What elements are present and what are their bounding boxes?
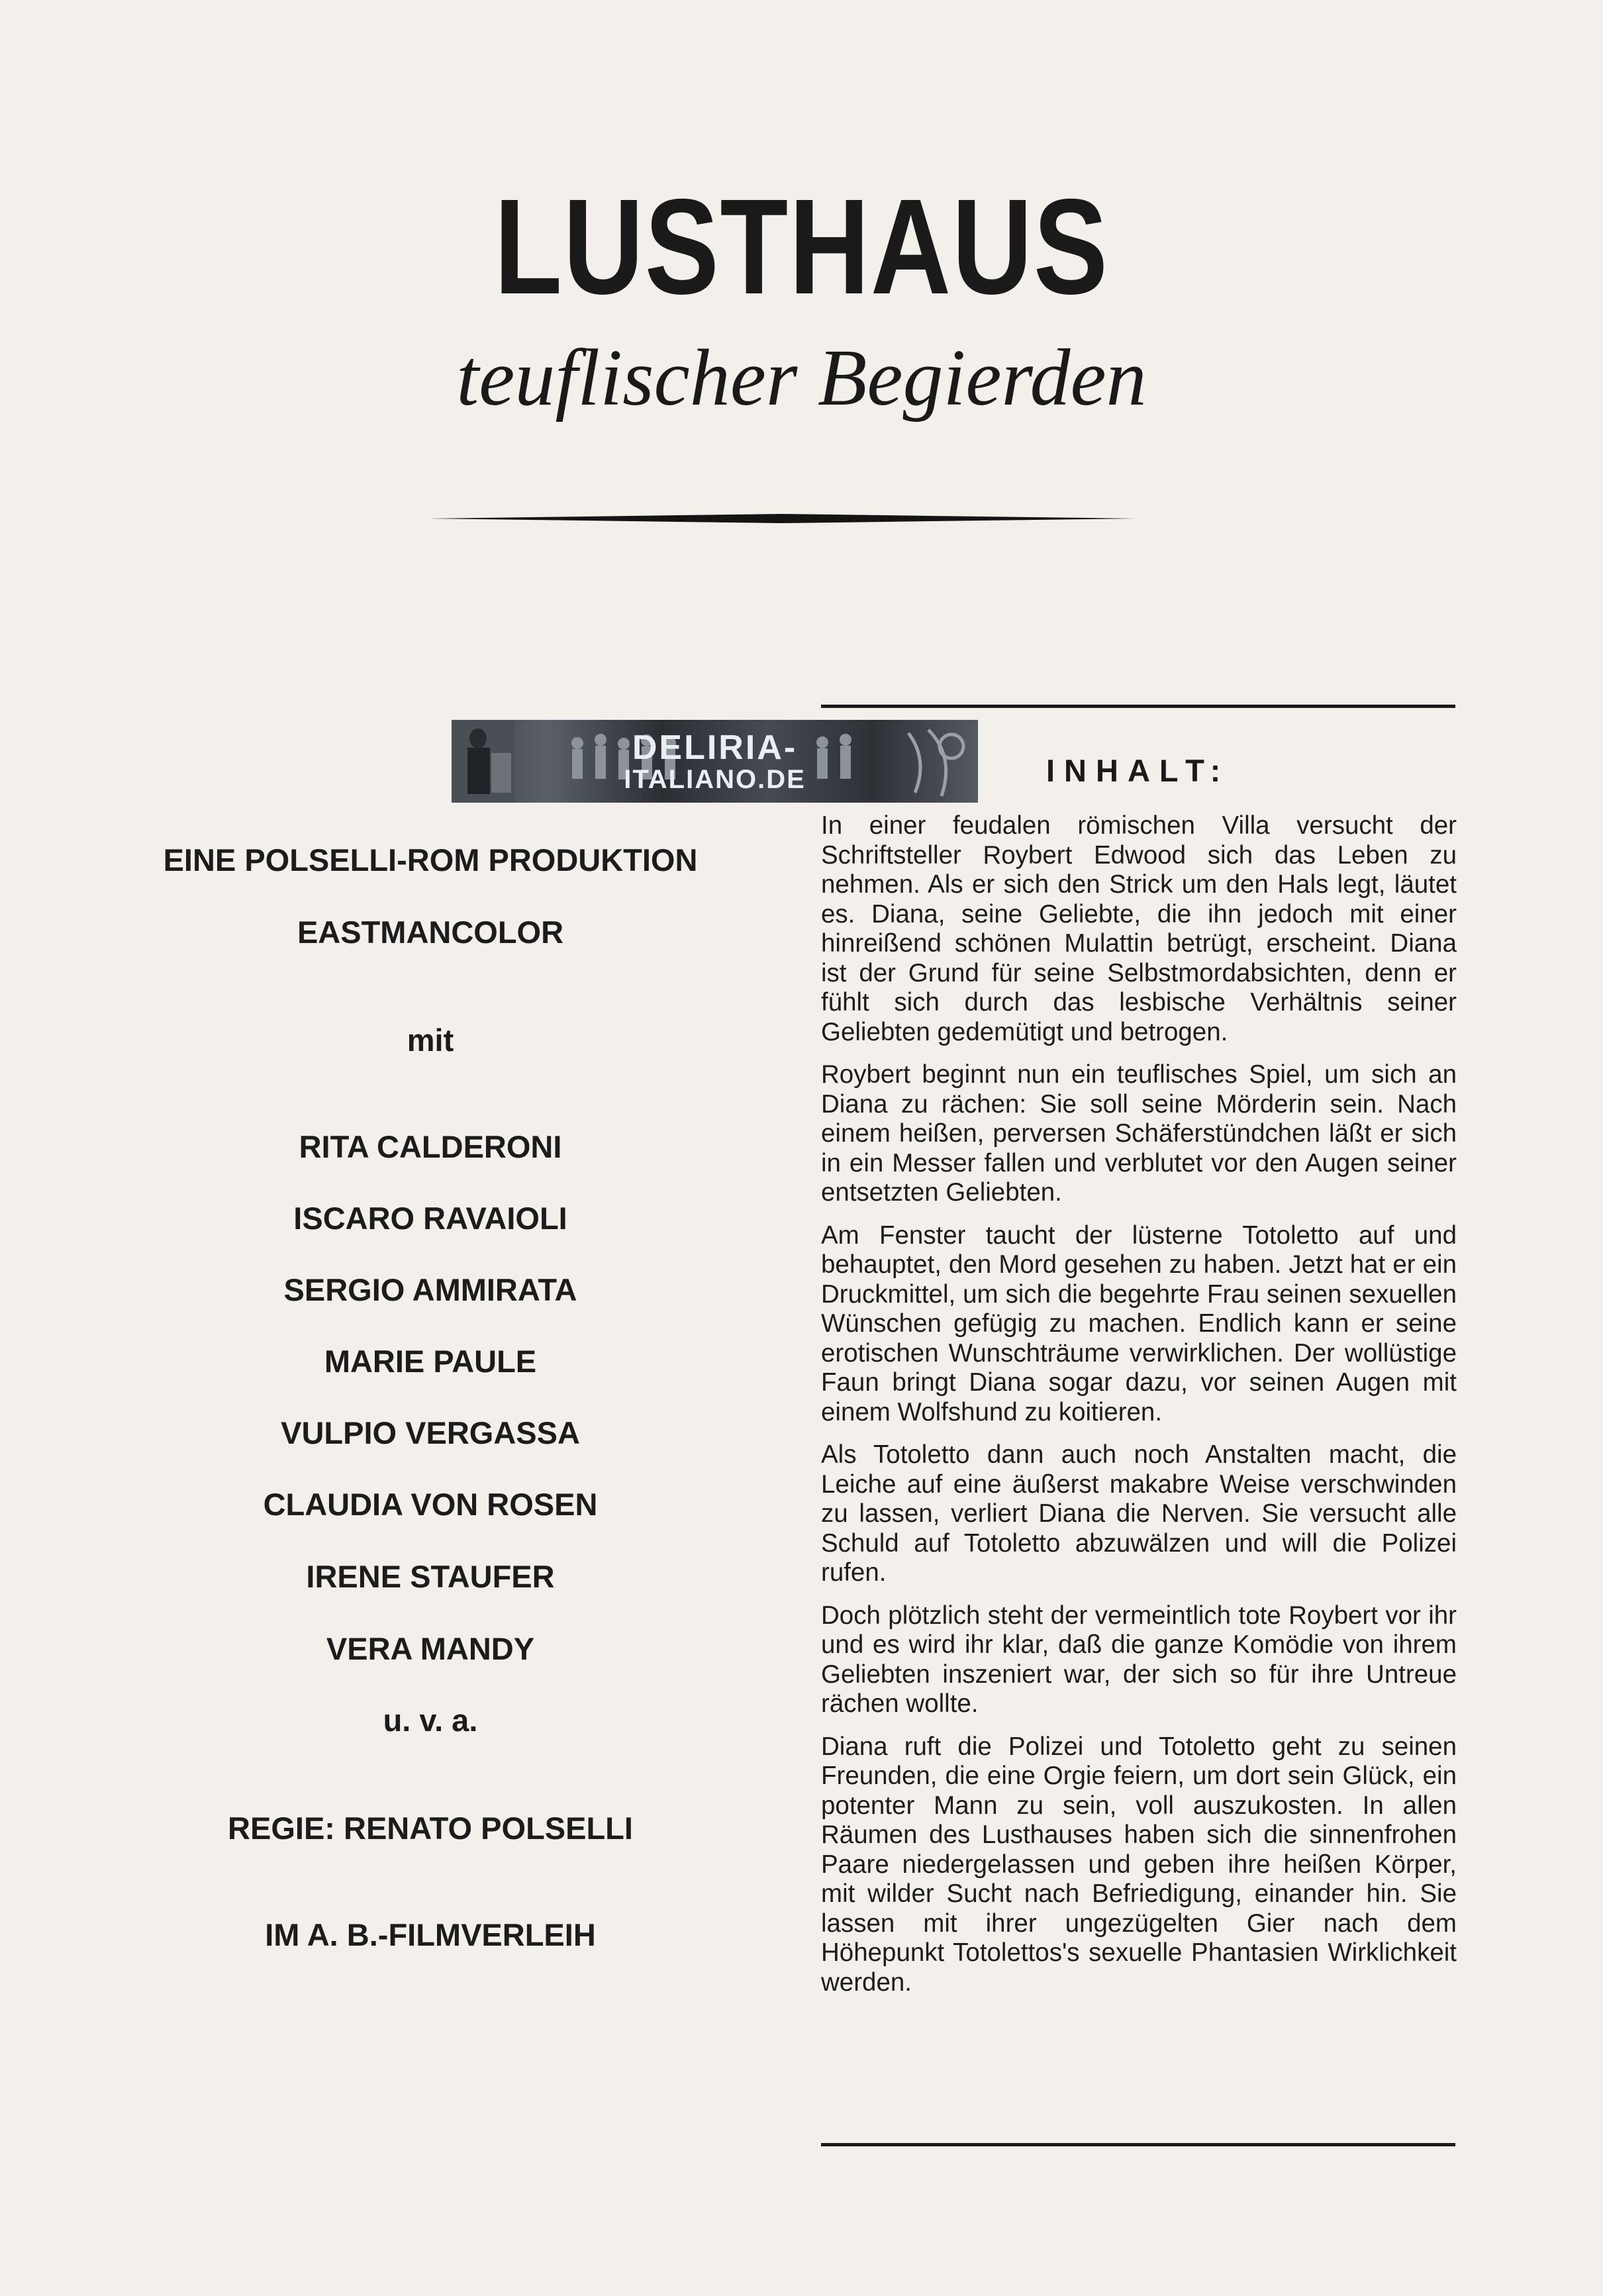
synopsis-paragraph: Als Totoletto dann auch noch Anstalten macht, die Leiche auf eine äußerst makabre Weise verschwinden zu lassen, verliert Diana die Nerven. Sie versucht alle Schuld auf Totoletto abzuwälzen und will die Polizei rufen. (821, 1440, 1457, 1587)
cast-member: ISCARO RAVAIOLI (293, 1201, 567, 1236)
with-label: mit (407, 1023, 454, 1058)
synopsis-top-rule (821, 705, 1455, 708)
cast-member: VULPIO VERGASSA (281, 1415, 580, 1450)
page-subtitle: teuflischer Begierden (456, 333, 1147, 423)
synopsis-paragraph: Am Fenster taucht der lüsterne Totoletto auf und behauptet, den Mord gesehen zu haben. Jetzt hat er ein Druckmittel, um sich die begehrte Frau seinen sexuellen Wünschen gefügig zu machen. Endlich kann er seine erotischen Wunschträume verwirklichen. Der wollüstige Faun bringt Diana sogar dazu, vor seinen Augen mit einem Wolfshund zu koitieren. (821, 1221, 1457, 1426)
and-others-label: u. v. a. (383, 1703, 478, 1738)
cast-member: MARIE PAULE (324, 1344, 537, 1379)
cast-member: RITA CALDERONI (299, 1129, 562, 1164)
cast-member: SERGIO AMMIRATA (283, 1272, 577, 1307)
watermark-banner (452, 720, 978, 803)
synopsis-paragraph: Doch plötzlich steht der vermeintlich tote Roybert vor ihr und es wird ihr klar, daß die ganze Komödie von ihrem Geliebten inszeniert war, der sich so für ihre Untreue rächen wollte. (821, 1601, 1457, 1718)
watermark-line-2: ITALIANO.DE (624, 765, 806, 794)
synopsis-paragraph: In einer feudalen römischen Villa versucht der Schriftsteller Roybert Edwood sich das Leben zu nehmen. Als er sich den Strick um den Hals legt, läutet es. Diana, seine Geliebte, die ihn jedoch mit einer hinreißend schönen Mulattin betrügt, erscheint. Diana ist der Grund für seine Selbstmordabsichten, denn er fühlt sich durch das lesbische Verhältnis seiner Geliebten gedemütigt und betrogen. (821, 811, 1457, 1046)
director-credit: REGIE: RENATO POLSELLI (228, 1811, 633, 1846)
synopsis-paragraph: Diana ruft die Polizei und Totoletto geht zu seinen Freunden, die eine Orgie feiern, um dort sein Glück, ein potenter Mann zu sein, voll auszukosten. In allen Räumen des Lusthauses haben sich die sinnenfrohen Paare niedergelassen und geben ihre heißen Körper, mit wilder Sucht nach Befriedigung, einander hin. Sie lassen mit ihrer ungezügelten Gier nach dem Höhepunkt Totolettos's sexuelle Phantasien Wirklichkeit werden. (821, 1732, 1457, 1997)
color-process-credit: EASTMANCOLOR (297, 915, 564, 950)
synopsis-bottom-rule (821, 2143, 1455, 2146)
distributor-credit: IM A. B.-FILMVERLEIH (265, 1917, 596, 1952)
page-title: LUSTHAUS (494, 171, 1109, 323)
watermark-line-1: DELIRIA- (632, 728, 798, 767)
cast-member: CLAUDIA VON ROSEN (263, 1487, 598, 1522)
production-credit: EINE POLSELLI-ROM PRODUKTION (163, 842, 698, 877)
synopsis-text (821, 811, 1457, 2011)
cast-member: VERA MANDY (326, 1631, 535, 1666)
cast-member: IRENE STAUFER (306, 1559, 555, 1594)
synopsis-paragraph: Roybert beginnt nun ein teuflisches Spiel, um sich an Diana zu rächen: Sie soll seine Mörderin sein. Nach einem heißen, perversen Schäferstündchen läßt er sich in ein Messer fallen und verblutet vor den Augen seiner entsetzten Geliebten. (821, 1060, 1457, 1207)
synopsis-heading: INHALT: (1046, 753, 1230, 788)
decorative-divider (429, 513, 1135, 524)
watermark-logo (452, 730, 978, 793)
